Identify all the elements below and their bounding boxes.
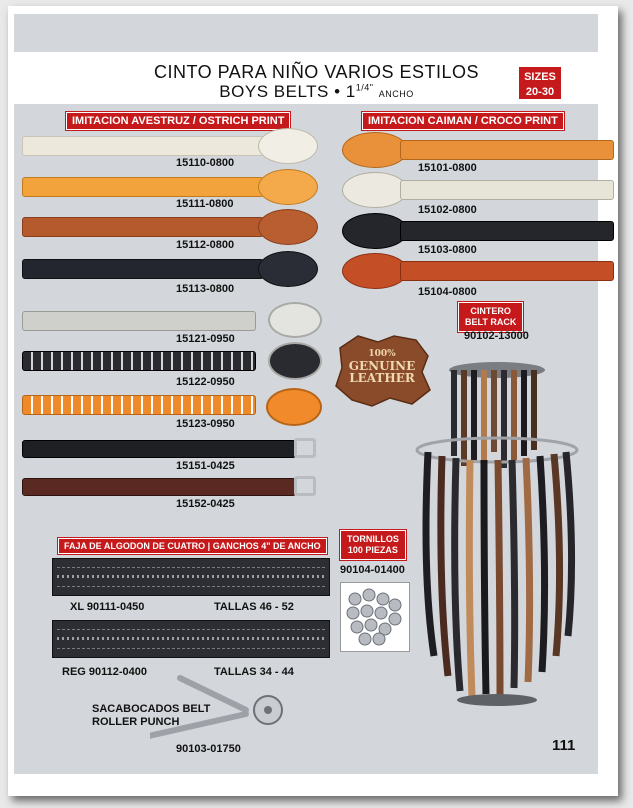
leather-line2: GENUINE — [348, 359, 416, 373]
ostrich-section-label: IMITACION AVESTRUZ / OSTRICH PRINT — [66, 112, 290, 130]
width-fraction: 1/4" — [355, 82, 374, 93]
buckle-image — [294, 476, 316, 496]
buckle-image — [342, 172, 408, 208]
faja-section-label: FAJA DE ALGODON DE CUATRO | GANCHOS 4" DE ANCHO — [58, 538, 327, 554]
buckle-image — [258, 128, 318, 164]
punch-label-line2: ROLLER PUNCH — [92, 716, 180, 728]
belt-rack-illustration — [412, 356, 582, 716]
roller-punch-image — [150, 672, 300, 744]
belt-image — [22, 440, 296, 458]
faja-reg-image — [52, 620, 330, 658]
product-code: 15122-0950 — [176, 376, 235, 388]
buckle-image — [342, 253, 408, 289]
croco-section-label: IMITACION CAIMAN / CROCO PRINT — [362, 112, 564, 130]
sizes-badge — [518, 66, 562, 100]
buckle-image — [294, 438, 316, 458]
leather-line1: 100% — [368, 349, 396, 359]
width-word: ANCHO — [378, 89, 414, 99]
product-code: 15101-0800 — [418, 162, 477, 174]
punch-tool-icon — [150, 672, 300, 744]
belt-image — [22, 217, 264, 237]
belt-rack-image — [412, 356, 582, 716]
screws-icon — [341, 583, 409, 651]
belt-image — [22, 395, 256, 415]
width-number: 1 — [345, 82, 356, 101]
belt-rack-code: 90102-13000 — [464, 330, 529, 342]
product-code: 15121-0950 — [176, 333, 235, 345]
product-code: 15123-0950 — [176, 418, 235, 430]
belt-rack-label-line2: BELT RACK — [465, 317, 517, 327]
buckle-image — [258, 169, 318, 205]
belt-image — [22, 136, 264, 156]
screws-image — [340, 582, 410, 652]
page-number: 111 — [552, 737, 576, 754]
product-code: 15102-0800 — [418, 204, 477, 216]
belt-image — [22, 177, 264, 197]
buckle-image — [266, 388, 322, 426]
page-title: CINTO PARA NIÑO VARIOS ESTILOS — [153, 62, 480, 82]
buckle-image — [268, 342, 322, 380]
subtitle-text: BOYS BELTS • — [219, 82, 341, 101]
belt-rack-label-line1: CINTERO — [470, 306, 511, 316]
faja-reg-code: REG 90112-0400 — [62, 666, 148, 678]
belt-image — [400, 180, 614, 200]
punch-code: 90103-01750 — [176, 743, 241, 755]
faja-xl-code: XL 90111-0450 — [70, 601, 145, 613]
faja-reg-sizes: TALLAS 34 - 44 — [214, 666, 294, 678]
faja-xl-sizes: TALLAS 46 - 52 — [214, 601, 294, 613]
product-code: 15103-0800 — [418, 244, 477, 256]
tornillos-label-line2: 100 PIEZAS — [347, 545, 398, 555]
belt-image — [22, 351, 256, 371]
leather-line3: LEATHER — [349, 371, 415, 385]
faja-xl-image — [52, 558, 330, 596]
buckle-image — [342, 132, 408, 168]
product-code: 15112-0800 — [176, 239, 235, 251]
belt-image — [22, 311, 256, 331]
product-code: 15151-0425 — [176, 460, 235, 472]
sizes-value: 20-30 — [525, 86, 555, 98]
belt-image — [400, 221, 614, 241]
belt-image — [22, 478, 296, 496]
sizes-label: SIZES — [524, 71, 556, 83]
belt-image — [400, 261, 614, 281]
buckle-image — [258, 209, 318, 245]
product-code: 15152-0425 — [176, 498, 235, 510]
tornillos-label — [340, 530, 406, 560]
belt-rack-label — [458, 302, 523, 332]
belt-image — [400, 140, 614, 160]
buckle-image — [342, 213, 408, 249]
punch-label-line1: SACABOCADOS BELT — [92, 703, 211, 715]
belt-image — [22, 259, 264, 279]
buckle-image — [268, 302, 322, 338]
tornillos-code: 90104-01400 — [340, 564, 405, 576]
product-code: 15104-0800 — [418, 286, 477, 298]
product-code: 15110-0800 — [176, 157, 235, 169]
product-code: 15111-0800 — [176, 198, 234, 210]
buckle-image — [258, 251, 318, 287]
tornillos-label-line1: TORNILLOS — [347, 534, 399, 544]
product-code: 15113-0800 — [176, 283, 235, 295]
